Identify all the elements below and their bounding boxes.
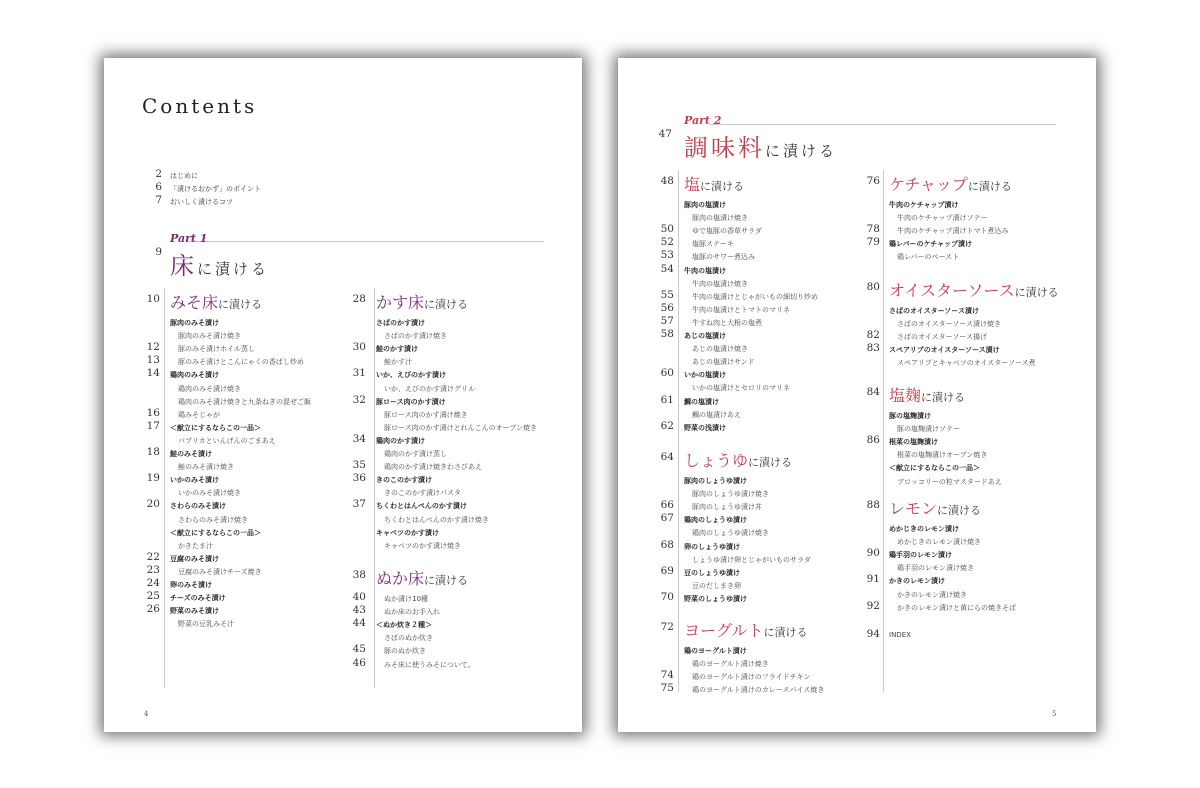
kasu-item-page-number: 30 [352, 341, 366, 354]
ketchup-item: 鶏レバーのケチャップ漬け [889, 240, 973, 249]
nuka-section-heading-sub: に漬ける [424, 574, 469, 587]
oyster-item: さばのオイスターソース漬け焼き [897, 320, 1001, 329]
kasu-item: キャベツのかす漬け [376, 528, 439, 537]
index-item: INDEX [889, 631, 911, 639]
kasu-item-page-number: 32 [352, 393, 366, 406]
shoyu-section-heading [684, 448, 792, 471]
lemon-item: かきのレモン漬け焼き [897, 590, 967, 599]
shio-item-page-number: 57 [660, 314, 674, 327]
yogurt-item: 鶏のヨーグルト漬け焼き [692, 660, 769, 669]
shio-item: あじの塩漬けサンド [692, 358, 755, 367]
miso-item-page-number: 26 [146, 603, 160, 616]
lemon-section-heading-sub: に漬ける [937, 504, 982, 517]
yogurt-item: 鶏のヨーグルト漬け [684, 647, 747, 655]
yogurt-item-page-number: 74 [660, 669, 674, 682]
kasu-item: ちくわとはんぺんのかす漬け焼き [384, 515, 489, 524]
kasu-item: いか、えびのかす漬け [376, 371, 446, 380]
nuka-item: みそ床に使うみそについて。 [384, 660, 475, 669]
miso-item: いかのみそ漬け焼き [178, 489, 241, 498]
miso-item-page-number: 20 [146, 498, 160, 511]
yogurt-section-heading [684, 618, 808, 641]
miso-item: 野菜のみそ漬け [170, 607, 219, 616]
kasu-item: 鶏肉のかす漬け [376, 436, 425, 445]
shio-item: あじの塩漬け [684, 332, 726, 340]
shio-item: 牛すね肉と大根の塩煮 [692, 318, 762, 327]
part2-title [684, 128, 837, 163]
shio-item-page-number: 61 [660, 393, 674, 406]
shio-item: 野菜の浅漬け [684, 423, 726, 432]
kasu-item-page-number: 36 [352, 472, 366, 485]
intro-item: はじめに [170, 172, 198, 180]
nuka-item-page-number: 45 [352, 643, 366, 656]
intro-page-number: 6 [155, 181, 162, 193]
miso-item: 豚のみそ漬けとこんにゃくの香ばし炒め [178, 358, 304, 367]
miso-item: ＜献立にするならこの一品＞ [170, 528, 261, 537]
kasu-item: きのこのかす漬けパスタ [384, 489, 461, 498]
miso-item-page-number: 25 [146, 590, 160, 603]
shio-item: 豚肉の塩漬け [684, 201, 726, 209]
kasu-item-page-number: 31 [352, 367, 366, 380]
miso-section-heading [170, 290, 262, 313]
shoyu-section-page-number: 64 [660, 451, 674, 463]
part2-page-number: 47 [658, 128, 672, 140]
nuka-item: ぬか床のお手入れ [384, 608, 440, 617]
shoyu-section-heading-sub: に漬ける [748, 456, 793, 469]
nuka-section-heading-main: ぬか床 [376, 569, 425, 588]
shoyu-item: 豚肉のしょうゆ漬け焼き [692, 490, 769, 499]
oyster-item: スペアリブとキャベツのオイスターソース煮 [897, 359, 1036, 368]
miso-item-page-number: 23 [146, 563, 160, 576]
lemon-item: めかじきのレモン漬け [889, 525, 959, 533]
miso-item-page-number: 18 [146, 446, 160, 458]
shoyu-item-page-number: 70 [660, 590, 674, 603]
shio-item-page-number: 55 [660, 288, 674, 301]
kasu-item: 鮭のかす漬け [376, 345, 418, 354]
koji-item: ブロッコリーの粒マスタードあえ [897, 477, 1002, 486]
intro-page-number: 7 [155, 194, 162, 206]
nuka-item: さばのぬか炊き [384, 634, 433, 643]
shio-item-page-number: 60 [660, 367, 674, 380]
miso-item-page-number: 12 [146, 341, 160, 354]
koji-item: 豚の塩麹漬けソテー [897, 425, 960, 434]
page-folio-left: 4 [144, 710, 149, 718]
lemon-section-heading-main: レモン [889, 499, 938, 518]
shio-item: 鯛の塩漬け [684, 397, 719, 406]
miso-item: 野菜の豆乳みそ汁 [178, 620, 234, 629]
ketchup-item: 鶏レバーのペースト [897, 253, 960, 262]
part1-rule [186, 241, 544, 242]
lemon-item: 鶏手羽のレモン漬け [889, 551, 952, 560]
miso-item-page-number: 24 [146, 577, 160, 589]
right-page [618, 58, 1096, 732]
koji-item: 豚の塩麹漬け [889, 412, 931, 420]
kasu-section-page-number: 28 [352, 293, 366, 305]
miso-item: 豚のみそ漬けホイル蒸し [178, 345, 255, 354]
miso-item: 豆腐のみそ漬けチーズ焼き [178, 567, 262, 576]
nuka-item-page-number: 40 [352, 591, 366, 603]
miso-item: 鶏肉のみそ漬け焼きと九条ねぎの混ぜご飯 [178, 397, 311, 406]
shio-item: いかの塩漬け [684, 371, 726, 380]
koji-item: 根菜の塩麹漬けオーブン焼き [897, 451, 988, 460]
lemon-item: 鶏手羽のレモン漬け焼き [897, 564, 974, 573]
nuka-section-heading [376, 566, 468, 589]
shoyu-item: 豚肉のしょうゆ漬け [684, 477, 747, 485]
part1-title-main: 床 [170, 252, 197, 280]
nuka-item-page-number: 44 [352, 617, 366, 630]
miso-item-page-number: 13 [146, 354, 160, 367]
kasu-item: 豚ロース肉のかす漬け焼き [384, 410, 468, 419]
shoyu-item-page-number: 68 [660, 538, 674, 551]
shio-item: 牛肉の塩漬け [684, 266, 726, 275]
ketchup-item-page-number: 79 [866, 236, 880, 249]
kasu-item: キャベツのかす漬け焼き [384, 541, 461, 550]
lemon-item: かきのレモン漬けと黄にらの焼きそば [897, 603, 1016, 612]
kasu-item: 鶏肉のかす漬け焼きわさびあえ [384, 463, 482, 472]
ketchup-section-page-number: 76 [866, 175, 880, 187]
shio-item-page-number: 56 [660, 301, 674, 314]
shoyu-item: 卵のしょうゆ漬け [684, 542, 740, 551]
shio-item: 牛肉の塩漬けとトマトのマリネ [692, 305, 790, 314]
miso-section-heading-main: みそ床 [170, 293, 219, 312]
miso-item: チーズのみそ漬け [170, 594, 226, 603]
ketchup-item: 牛肉のケチャップ漬け [889, 201, 959, 209]
shio-item: 塩豚ステーキ [692, 240, 734, 249]
miso-item: さわらのみそ漬け焼き [178, 515, 248, 524]
shoyu-item-page-number: 69 [660, 564, 674, 577]
koji-section-heading-sub: に漬ける [921, 391, 966, 404]
right-divider-1 [678, 170, 679, 692]
shio-item: 鯛の塩漬けあえ [692, 410, 741, 419]
miso-item: 鮭のみそ漬け [170, 450, 212, 458]
kasu-item: 鮭かす汁 [384, 358, 412, 367]
ketchup-item: 牛肉のケチャップ漬けソテー [897, 214, 988, 223]
kasu-item: 豚ロース肉のかす漬け [376, 397, 446, 406]
shio-item: 牛肉の塩漬けとじゃがいもの細切り炒め [692, 292, 818, 301]
oyster-item: スペアリブのオイスターソース漬け [889, 346, 1000, 355]
miso-item-page-number: 19 [146, 472, 160, 485]
shoyu-item: 鶏肉のしょうゆ漬け [684, 516, 747, 525]
koji-item: ＜献立にするならこの一品＞ [889, 464, 980, 473]
left-divider-1 [164, 288, 165, 688]
miso-item: 鶏肉のみそ漬け [170, 371, 219, 380]
lemon-item-page-number: 91 [866, 573, 880, 586]
part1-label: Part 1 [170, 232, 208, 245]
shoyu-item: 鶏肉のしょうゆ漬け焼き [692, 529, 769, 538]
yogurt-item: 鶏のヨーグルト漬けのフライドチキン [692, 673, 811, 682]
ketchup-section-heading-sub: に漬ける [967, 180, 1012, 193]
kasu-item: 鶏肉のかす漬け蒸し [384, 450, 447, 458]
shio-item: ゆで塩豚の香草サラダ [692, 227, 762, 236]
kasu-item: いか、えびのかす漬けグリル [384, 384, 475, 393]
miso-section-page-number: 10 [146, 293, 160, 305]
miso-item: さわらのみそ漬け [170, 502, 226, 511]
nuka-item: ぬか漬け10種 [384, 595, 428, 603]
oyster-section-heading-main: オイスターソース [889, 281, 1015, 300]
kasu-section-heading-main: かす床 [376, 293, 425, 312]
shoyu-item: 豆のしょうゆ漬け [684, 568, 740, 577]
lemon-item: かきのレモン漬け [889, 577, 945, 586]
ketchup-section-heading-main: ケチャップ [889, 175, 968, 194]
lemon-section-heading [889, 496, 981, 519]
oyster-section-heading [889, 278, 1059, 301]
shio-item-page-number: 54 [660, 262, 674, 275]
part1-title-sub: に漬ける [197, 260, 270, 278]
lemon-item-page-number: 92 [866, 599, 880, 612]
right-divider-2 [883, 170, 884, 692]
left-divider-2 [374, 288, 375, 688]
intro-item: おいしく漬けるコツ [170, 198, 233, 206]
intro-page-number: 2 [155, 168, 162, 180]
page-folio-right: 5 [1052, 710, 1057, 718]
miso-section-heading-sub: に漬ける [218, 298, 263, 311]
kasu-item-page-number: 37 [352, 498, 366, 511]
koji-section-page-number: 84 [866, 386, 880, 398]
part2-title-sub: に漬ける [765, 142, 838, 160]
oyster-item-page-number: 83 [866, 342, 880, 355]
miso-item-page-number: 17 [146, 419, 160, 432]
shio-item-page-number: 50 [660, 223, 674, 236]
koji-item: 根菜の塩麹漬け [889, 438, 938, 447]
yogurt-item: 鶏のヨーグルト漬けのカレースパイス焼き [692, 686, 825, 695]
ketchup-item-page-number: 78 [866, 223, 880, 236]
kasu-section-heading [376, 290, 468, 313]
miso-item: 豆腐のみそ漬け [170, 554, 219, 563]
shio-item: あじの塩漬け焼き [692, 345, 748, 354]
shoyu-item: しょうゆ漬け卵とじゃがいものサラダ [692, 555, 811, 564]
shio-item: 豚肉の塩漬け焼き [692, 214, 748, 223]
oyster-section-page-number: 80 [866, 281, 880, 293]
kasu-item: さばのかす漬け焼き [384, 332, 447, 341]
shoyu-item: 野菜のしょうゆ漬け [684, 594, 747, 603]
shio-item: 塩豚のサワー煮込み [692, 253, 755, 262]
part1-page-number: 9 [155, 246, 162, 258]
shoyu-item-page-number: 67 [660, 512, 674, 525]
miso-item: パプリカといんげんのごまあえ [178, 436, 276, 445]
part2-label: Part 2 [684, 114, 722, 127]
part2-title-main: 調味料 [684, 134, 765, 162]
nuka-item-page-number: 43 [352, 604, 366, 617]
kasu-item: きのこのかす漬け [376, 476, 432, 485]
nuka-item: ＜ぬか炊き２種＞ [376, 621, 432, 630]
shoyu-item: 豆のだしまき卵 [692, 581, 741, 590]
lemon-section-page-number: 88 [866, 499, 880, 511]
shio-item: 牛肉の塩漬け焼き [692, 279, 748, 288]
shoyu-item-page-number: 66 [660, 499, 674, 512]
yogurt-section-heading-sub: に漬ける [763, 626, 808, 639]
miso-item: 鮭のみそ漬け焼き [178, 463, 234, 472]
kasu-section-heading-sub: に漬ける [424, 298, 469, 311]
miso-item-page-number: 22 [146, 550, 160, 563]
lemon-item: めかじきのレモン漬け焼き [897, 538, 981, 547]
shio-item-page-number: 53 [660, 249, 674, 262]
oyster-section-heading-sub: に漬ける [1014, 286, 1059, 299]
shio-item-page-number: 58 [660, 328, 674, 340]
shio-item-page-number: 62 [660, 419, 674, 432]
shio-item-page-number: 52 [660, 236, 674, 249]
miso-item: 豚肉のみそ漬け [170, 319, 219, 327]
nuka-section-page-number: 38 [352, 569, 366, 581]
nuka-item-page-number: 46 [352, 656, 366, 669]
left-page [104, 58, 582, 732]
contents-title: Contents [142, 94, 258, 118]
part1-title [170, 246, 269, 281]
ketchup-item: 牛肉のケチャップ漬けトマト煮込み [897, 227, 1009, 236]
miso-item-page-number: 16 [146, 406, 160, 419]
intro-item: 「漬けるおかず」のポイント [170, 185, 261, 193]
miso-item: いかのみそ漬け [170, 476, 219, 485]
nuka-item: 豚のぬか炊き [384, 647, 426, 656]
miso-item: 鶏肉のみそ漬け焼き [178, 384, 241, 393]
koji-section-heading-main: 塩麹 [889, 386, 922, 405]
shio-section-heading-main: 塩 [684, 175, 701, 194]
kasu-item: さばのかす漬け [376, 319, 425, 327]
miso-item-page-number: 14 [146, 367, 160, 380]
kasu-item-page-number: 35 [352, 459, 366, 472]
part2-rule [710, 124, 1056, 125]
shio-section-page-number: 48 [660, 175, 674, 187]
miso-item: 卵のみそ漬け [170, 581, 212, 589]
kasu-item: 豚ロース肉のかす漬けとれんこんのオーブン焼き [384, 423, 538, 432]
shoyu-item: 豚肉のしょうゆ漬け丼 [692, 503, 762, 512]
miso-item: 鶏みそじゃが [178, 410, 220, 419]
shio-item: いかの塩漬けとセロリのマリネ [692, 384, 790, 393]
oyster-item: さばのオイスターソース漬け [889, 307, 979, 315]
index-page-number: 94 [866, 628, 880, 640]
miso-item: ＜献立にするならこの一品＞ [170, 423, 261, 432]
yogurt-item-page-number: 75 [660, 682, 674, 695]
ketchup-section-heading [889, 172, 1012, 195]
kasu-item: ちくわとはんぺんのかす漬け [376, 502, 467, 511]
oyster-item: さばのオイスターソース揚げ [897, 333, 987, 342]
oyster-item-page-number: 82 [866, 329, 880, 342]
miso-item: 豚肉のみそ漬け焼き [178, 332, 241, 341]
yogurt-section-page-number: 72 [660, 621, 674, 633]
miso-item: かきたま汁 [178, 541, 213, 550]
koji-section-heading [889, 383, 965, 406]
kasu-item-page-number: 34 [352, 432, 366, 445]
yogurt-section-heading-main: ヨーグルト [684, 621, 764, 640]
shoyu-section-heading-main: しょうゆ [684, 451, 749, 470]
shio-section-heading-sub: に漬ける [700, 180, 745, 193]
lemon-item-page-number: 90 [866, 547, 880, 560]
shio-section-heading [684, 172, 744, 195]
koji-item-page-number: 86 [866, 434, 880, 447]
